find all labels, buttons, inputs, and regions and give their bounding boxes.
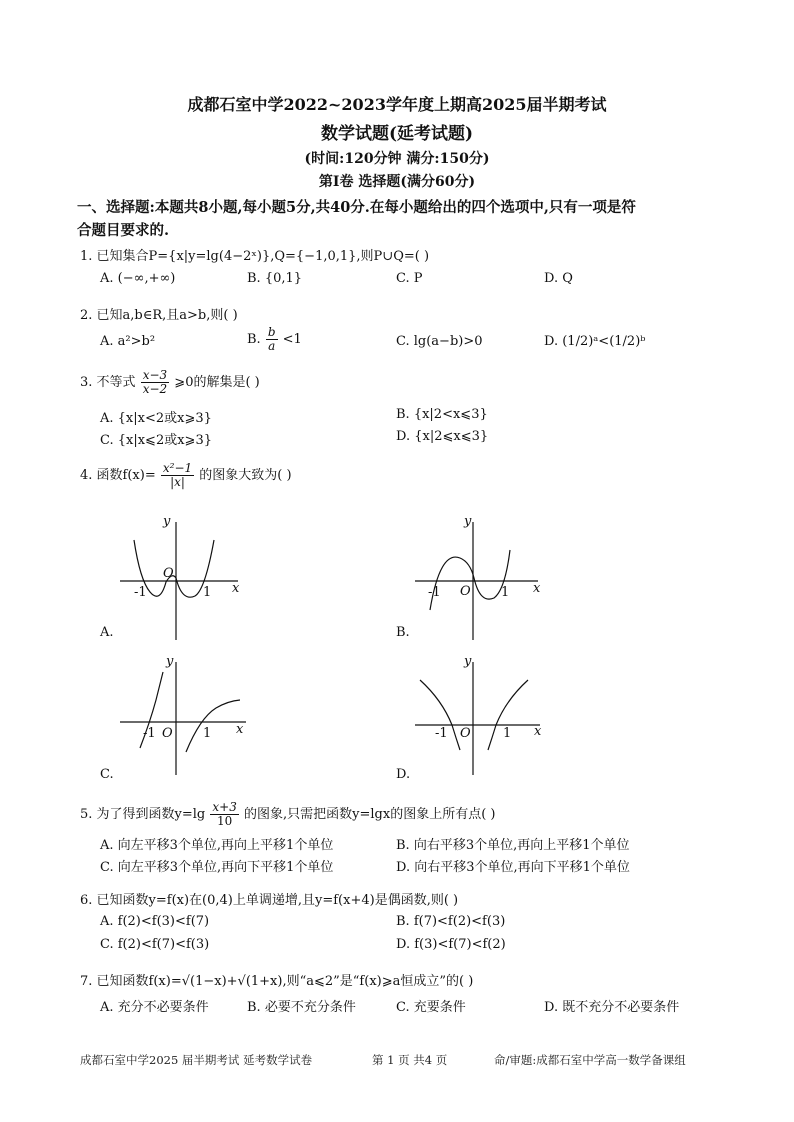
graph-d-one: 1 [503,726,512,741]
q1-option-c: C. P [396,271,423,286]
q5-option-c: C. 向左平移3个单位,再向下平移1个单位 [100,860,334,875]
graph-c-origin: O [162,726,173,741]
q7-option-c: C. 充要条件 [396,1000,466,1015]
graph-d-x-label: x [534,724,542,739]
q3-option-b: B. {x|2<x⩽3} [396,407,488,422]
graph-b-origin: O [460,584,471,599]
q7-stem: 7. 已知函数f(x)=√(1−x)+√(1+x),则“a⩽2”是“f(x)⩾a恒成立”的( ) [80,974,474,989]
q2-stem: 2. 已知a,b∈R,且a>b,则( ) [80,308,238,323]
graph-d-y-label: y [464,654,472,669]
q3-option-a: A. {x|x<2或x⩾3} [100,411,212,426]
q2-option-a: A. a²>b² [100,334,156,349]
q1-option-d: D. Q [544,271,573,286]
q7-option-b: B. 必要不充分条件 [247,1000,356,1015]
time-score: (时间:120分钟 满分:150分) [304,151,490,167]
q2-option-c: C. lg(a−b)>0 [396,334,483,349]
q6-stem: 6. 已知函数y=f(x)在(0,4)上单调递增,且y=f(x+4)是偶函数,则( ) [80,893,459,908]
q5-option-b: B. 向右平移3个单位,再向上平移1个单位 [396,838,630,853]
graph-a-neg-one: -1 [134,585,147,600]
graph-c-x-label: x [236,722,244,737]
q6-option-d: D. f(3)<f(7)<f(2) [396,937,506,952]
graph-c-one: 1 [203,726,212,741]
graph-b-neg-one: -1 [428,585,441,600]
q7-option-a: A. 充分不必要条件 [100,1000,209,1015]
footer-page: 第 1 页 共4 页 [372,1053,448,1067]
footer-right: 命/审题:成都石室中学高一数学备课组 [494,1053,686,1067]
q4-stem: 4. 函数f(x)= $\frac{\text{x²−1}}{|x|}$ 的图象大致为( ) [80,461,292,489]
graph-c [120,662,246,775]
q1-option-b: B. {0,1} [247,271,303,286]
graph-c-neg-one: -1 [143,726,156,741]
footer-left: 成都石室中学2025 届半期考试 延考数学试卷 [80,1053,313,1067]
graph-b-y-label: y [464,514,472,529]
graph-d-origin: O [460,726,471,741]
q4-graphs [0,500,794,790]
exam-title: 成都石室中学2022~2023学年度上期高2025届半期考试 [187,95,607,114]
q2-option-d: D. (1/2)ᵃ<(1/2)ᵇ [544,334,646,349]
q2-option-b: B. $\frac{b}{a}$ <1 [247,325,302,353]
section-instructions-line1: 一、选择题:本题共8小题,每小题5分,共40分.在每小题给出的四个选项中,只有一项是符 [77,199,636,216]
q3-option-c: C. {x|x⩽2或x⩾3} [100,433,212,448]
q5-option-d: D. 向右平移3个单位,再向下平移1个单位 [396,860,630,875]
graph-d-neg-one: -1 [435,726,448,741]
graph-a-x-label: x [232,581,240,596]
graph-b-one: 1 [501,585,510,600]
graph-a-y-label: y [163,514,171,529]
q1-stem: 1. 已知集合P={x|y=lg(4−2ˣ)},Q={−1,0,1},则P∪Q=( ) [80,249,430,264]
graph-b [415,522,541,640]
graph-a-origin: O [163,566,174,581]
graph-b-x-label: x [533,581,541,596]
q6-option-a: A. f(2)<f(3)<f(7) [100,914,210,929]
q4-option-c-label: C. [100,767,114,782]
q6-option-c: C. f(2)<f(7)<f(3) [100,937,210,952]
q6-option-b: B. f(7)<f(2)<f(3) [396,914,506,929]
part-heading: 第Ⅰ卷 选择题(满分60分) [318,174,476,190]
q4-option-a-label: A. [100,625,114,640]
q4-option-d-label: D. [396,767,411,782]
q5-option-a: A. 向左平移3个单位,再向上平移1个单位 [100,838,334,853]
section-instructions-line2: 合题目要求的. [77,222,170,239]
q3-stem: 3. 不等式 $\frac{x-3}{x-2}$ ⩾0的解集是( ) [80,368,260,396]
graph-a-one: 1 [203,585,212,600]
exam-subtitle: 数学试题(延考试题) [320,124,474,144]
q3-option-d: D. {x|2⩽x⩽3} [396,429,489,444]
graph-c-y-label: y [166,654,174,669]
graph-d [415,662,540,775]
q1-option-a: A. (−∞,+∞) [100,271,176,286]
q4-option-b-label: B. [396,625,410,640]
q5-stem: 5. 为了得到函数y=lg $\frac{x+3}{10}$ 的图象,只需把函数y=lgx的图象上所有点( ) [80,800,496,828]
q7-option-d: D. 既不充分不必要条件 [544,1000,680,1015]
graph-a [120,522,238,640]
